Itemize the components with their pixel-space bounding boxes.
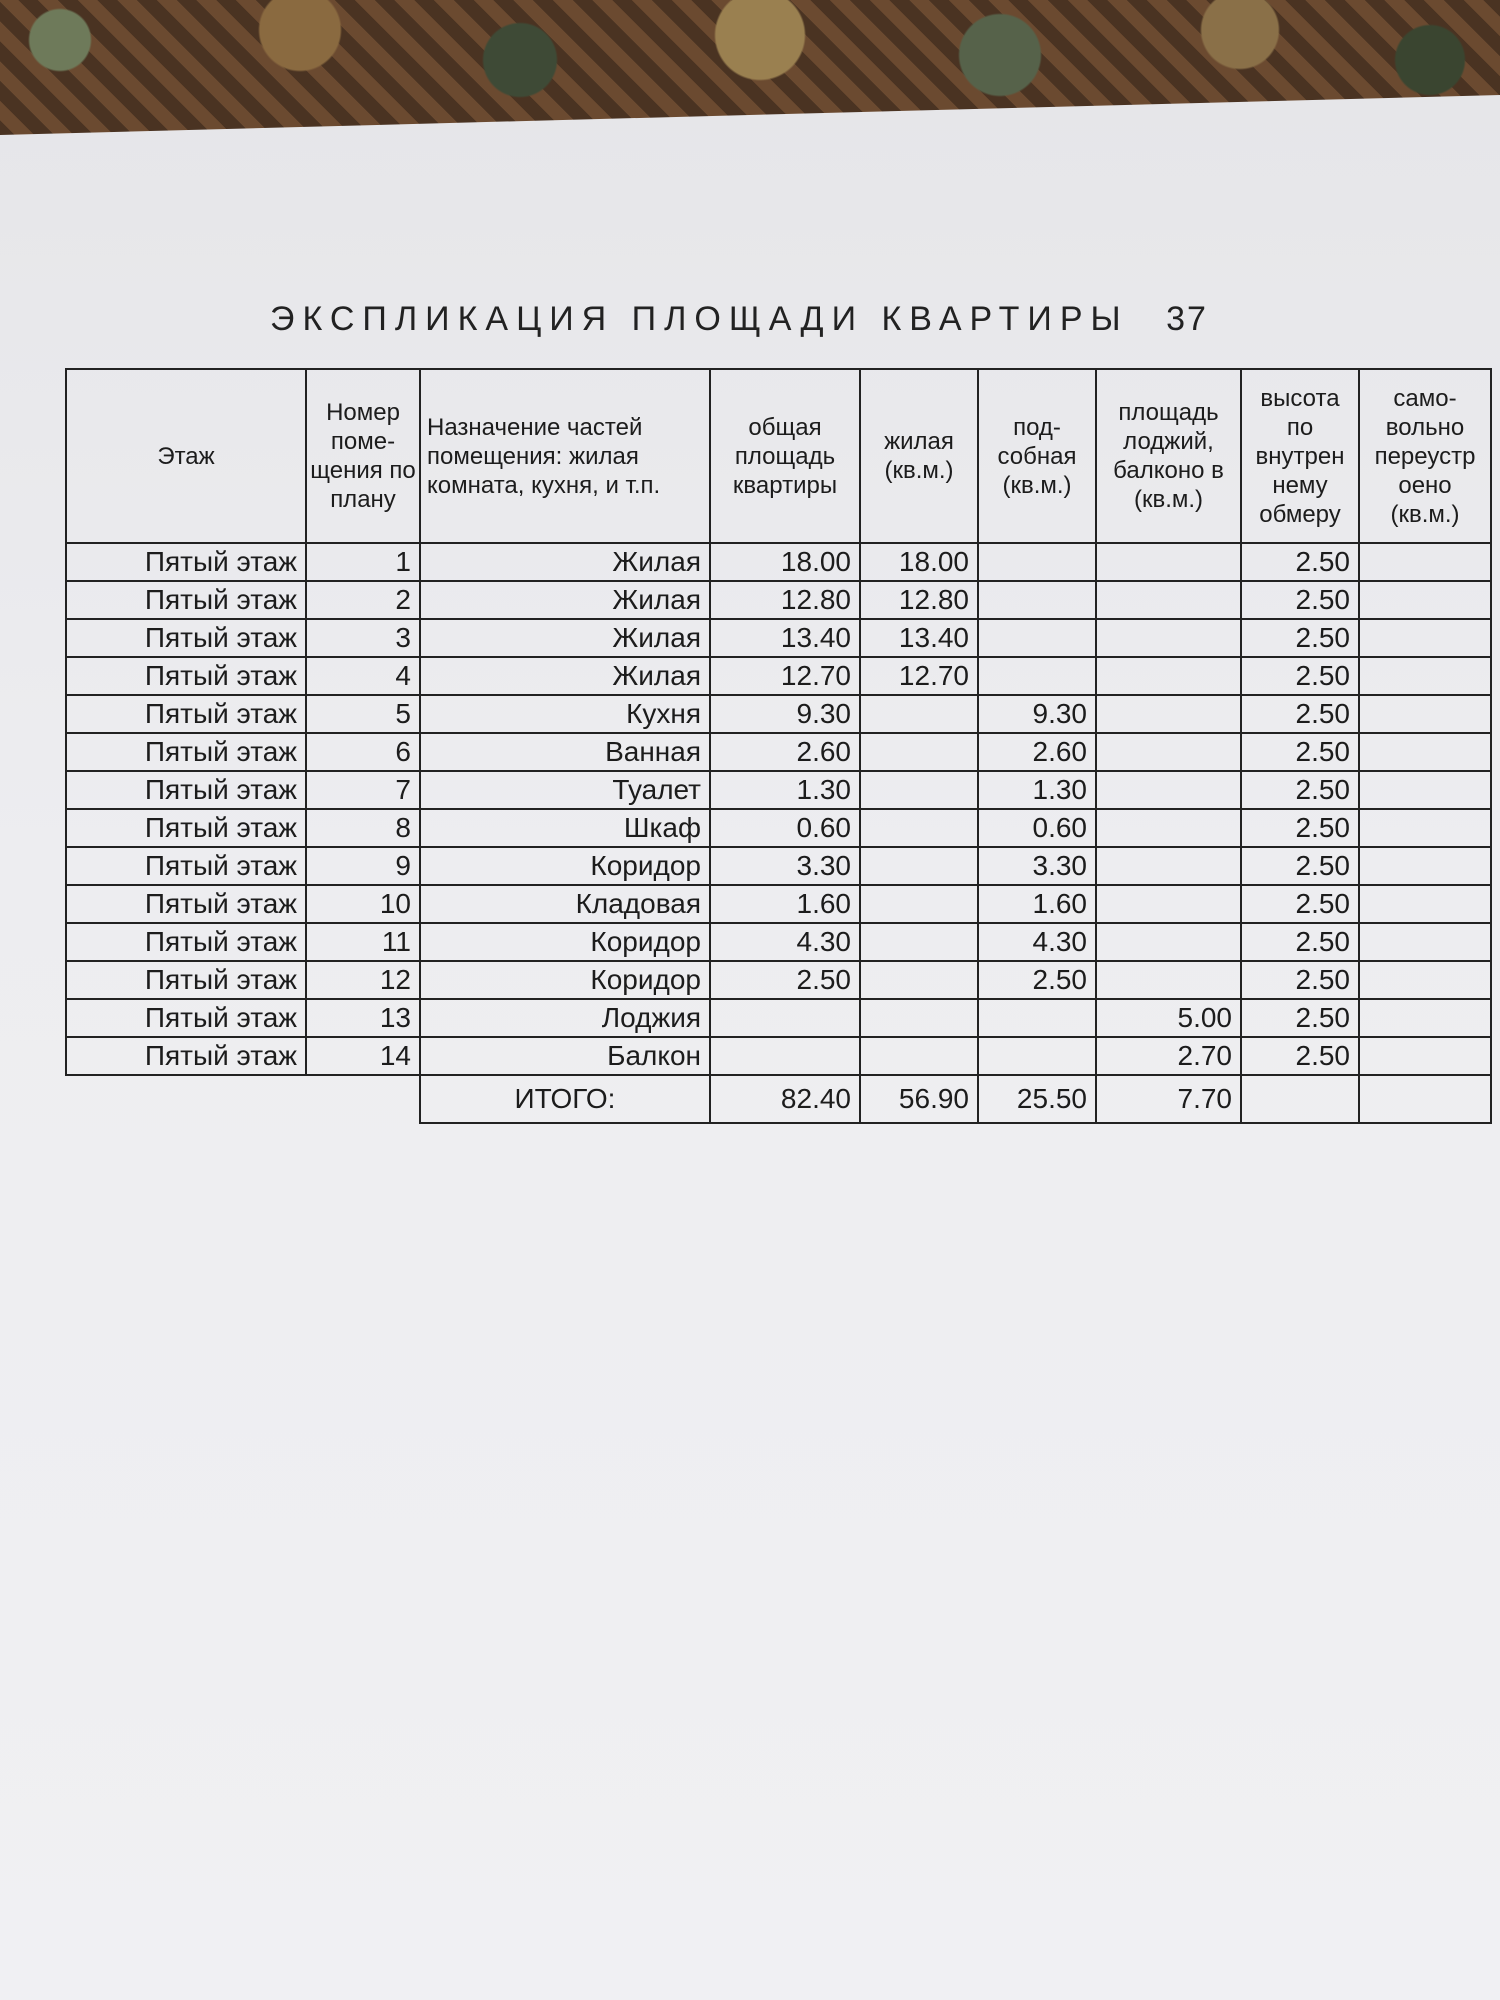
cell-loggia-area	[1096, 543, 1241, 581]
cell-loggia-area	[1096, 771, 1241, 809]
cell-room-number: 8	[306, 809, 420, 847]
cell-floor: Пятый этаж	[66, 581, 306, 619]
cell-loggia-area	[1096, 885, 1241, 923]
cell-living-area	[860, 923, 978, 961]
cell-unauthorized	[1359, 1037, 1491, 1075]
cell-floor: Пятый этаж	[66, 999, 306, 1037]
cell-auxiliary-area: 2.50	[978, 961, 1096, 999]
cell-auxiliary-area: 0.60	[978, 809, 1096, 847]
cell-living-area	[860, 961, 978, 999]
table-row	[66, 999, 1491, 1037]
totals-blank	[66, 1075, 306, 1123]
totals-label: ИТОГО:	[420, 1075, 710, 1123]
cell-total-area: 1.60	[710, 885, 860, 923]
cell-total-area: 0.60	[710, 809, 860, 847]
cell-room-number: 12	[306, 961, 420, 999]
cell-height: 2.50	[1241, 885, 1359, 923]
cell-total-area: 12.70	[710, 657, 860, 695]
cell-height: 2.50	[1241, 923, 1359, 961]
cell-living-area: 12.80	[860, 581, 978, 619]
header-height: высота по внутрен нему обмеру	[1241, 369, 1359, 543]
header-unauthorized: само-вольно переустр оено (кв.м.)	[1359, 369, 1491, 543]
cell-living-area	[860, 733, 978, 771]
table-row	[66, 885, 1491, 923]
header-auxiliary-area: под-собная (кв.м.)	[978, 369, 1096, 543]
cell-room-number: 3	[306, 619, 420, 657]
header-loggia-area: площадь лоджий, балконо в (кв.м.)	[1096, 369, 1241, 543]
table-row	[66, 961, 1491, 999]
table-row	[66, 733, 1491, 771]
totals-unauthorized	[1359, 1075, 1491, 1123]
cell-height: 2.50	[1241, 619, 1359, 657]
explication-table-wrapper	[65, 368, 1490, 1124]
table-row	[66, 543, 1491, 581]
cell-total-area: 4.30	[710, 923, 860, 961]
header-room-number: Номер поме-щения по плану	[306, 369, 420, 543]
cell-auxiliary-area	[978, 1037, 1096, 1075]
cell-room-number: 2	[306, 581, 420, 619]
cell-loggia-area	[1096, 733, 1241, 771]
cell-height: 2.50	[1241, 771, 1359, 809]
cell-room-number: 10	[306, 885, 420, 923]
cell-unauthorized	[1359, 581, 1491, 619]
cell-room-number: 5	[306, 695, 420, 733]
cell-room-number: 7	[306, 771, 420, 809]
header-total-area: общая площадь квартиры	[710, 369, 860, 543]
cell-height: 2.50	[1241, 657, 1359, 695]
table-row	[66, 809, 1491, 847]
totals-total-area: 82.40	[710, 1075, 860, 1123]
cell-room-number: 14	[306, 1037, 420, 1075]
cell-purpose: Шкаф	[420, 809, 710, 847]
cell-total-area: 9.30	[710, 695, 860, 733]
cell-purpose: Коридор	[420, 961, 710, 999]
cell-room-number: 13	[306, 999, 420, 1037]
cell-auxiliary-area: 4.30	[978, 923, 1096, 961]
cell-room-number: 9	[306, 847, 420, 885]
totals-auxiliary-area: 25.50	[978, 1075, 1096, 1123]
totals-height	[1241, 1075, 1359, 1123]
cell-total-area	[710, 999, 860, 1037]
table-row	[66, 771, 1491, 809]
cell-purpose: Ванная	[420, 733, 710, 771]
cell-height: 2.50	[1241, 733, 1359, 771]
table-row	[66, 581, 1491, 619]
cell-floor: Пятый этаж	[66, 657, 306, 695]
cell-auxiliary-area: 9.30	[978, 695, 1096, 733]
cell-loggia-area	[1096, 619, 1241, 657]
totals-blank	[306, 1075, 420, 1123]
cell-loggia-area	[1096, 961, 1241, 999]
apartment-number: 37	[1166, 300, 1208, 338]
table-row	[66, 1037, 1491, 1075]
cell-height: 2.50	[1241, 1037, 1359, 1075]
cell-unauthorized	[1359, 543, 1491, 581]
cell-purpose: Кухня	[420, 695, 710, 733]
document-title	[270, 300, 1270, 339]
title-text: ЭКСПЛИКАЦИЯ ПЛОЩАДИ КВАРТИРЫ	[270, 300, 1129, 338]
cell-floor: Пятый этаж	[66, 695, 306, 733]
cell-auxiliary-area: 3.30	[978, 847, 1096, 885]
cell-floor: Пятый этаж	[66, 847, 306, 885]
cell-auxiliary-area: 1.60	[978, 885, 1096, 923]
totals-living-area: 56.90	[860, 1075, 978, 1123]
cell-living-area	[860, 1037, 978, 1075]
cell-unauthorized	[1359, 923, 1491, 961]
cell-purpose: Жилая	[420, 619, 710, 657]
cell-floor: Пятый этаж	[66, 619, 306, 657]
cell-unauthorized	[1359, 999, 1491, 1037]
cell-purpose: Туалет	[420, 771, 710, 809]
cell-height: 2.50	[1241, 999, 1359, 1037]
cell-floor: Пятый этаж	[66, 733, 306, 771]
cell-purpose: Жилая	[420, 657, 710, 695]
cell-unauthorized	[1359, 771, 1491, 809]
cell-total-area: 13.40	[710, 619, 860, 657]
cell-unauthorized	[1359, 885, 1491, 923]
cell-living-area	[860, 771, 978, 809]
cell-floor: Пятый этаж	[66, 1037, 306, 1075]
cell-loggia-area: 2.70	[1096, 1037, 1241, 1075]
cell-total-area: 18.00	[710, 543, 860, 581]
cell-height: 2.50	[1241, 695, 1359, 733]
cell-unauthorized	[1359, 733, 1491, 771]
cell-height: 2.50	[1241, 961, 1359, 999]
cell-unauthorized	[1359, 847, 1491, 885]
cell-purpose: Коридор	[420, 923, 710, 961]
cell-living-area	[860, 695, 978, 733]
cell-room-number: 6	[306, 733, 420, 771]
cell-purpose: Кладовая	[420, 885, 710, 923]
cell-purpose: Балкон	[420, 1037, 710, 1075]
cell-floor: Пятый этаж	[66, 923, 306, 961]
cell-height: 2.50	[1241, 581, 1359, 619]
cell-room-number: 1	[306, 543, 420, 581]
totals-loggia-area: 7.70	[1096, 1075, 1241, 1123]
cell-living-area: 12.70	[860, 657, 978, 695]
table-row	[66, 923, 1491, 961]
cell-loggia-area	[1096, 847, 1241, 885]
cell-height: 2.50	[1241, 847, 1359, 885]
cell-floor: Пятый этаж	[66, 961, 306, 999]
cell-auxiliary-area: 1.30	[978, 771, 1096, 809]
cell-purpose: Коридор	[420, 847, 710, 885]
cell-loggia-area: 5.00	[1096, 999, 1241, 1037]
cell-auxiliary-area	[978, 999, 1096, 1037]
cell-total-area: 2.50	[710, 961, 860, 999]
cell-unauthorized	[1359, 657, 1491, 695]
cell-living-area: 13.40	[860, 619, 978, 657]
header-row	[66, 369, 1491, 543]
cell-unauthorized	[1359, 809, 1491, 847]
totals-row	[66, 1075, 1491, 1123]
table-row	[66, 695, 1491, 733]
cell-auxiliary-area	[978, 657, 1096, 695]
cell-purpose: Жилая	[420, 581, 710, 619]
cell-total-area: 1.30	[710, 771, 860, 809]
cell-floor: Пятый этаж	[66, 543, 306, 581]
cell-unauthorized	[1359, 619, 1491, 657]
table-row	[66, 847, 1491, 885]
cell-total-area: 3.30	[710, 847, 860, 885]
cell-living-area: 18.00	[860, 543, 978, 581]
table-row	[66, 619, 1491, 657]
header-purpose: Назначение частей помещения: жилая комната, кухня, и т.п.	[420, 369, 710, 543]
cell-loggia-area	[1096, 923, 1241, 961]
cell-auxiliary-area	[978, 581, 1096, 619]
cell-auxiliary-area	[978, 619, 1096, 657]
cell-room-number: 11	[306, 923, 420, 961]
cell-auxiliary-area: 2.60	[978, 733, 1096, 771]
cell-total-area: 2.60	[710, 733, 860, 771]
cell-purpose: Лоджия	[420, 999, 710, 1037]
header-living-area: жилая (кв.м.)	[860, 369, 978, 543]
cell-unauthorized	[1359, 695, 1491, 733]
cell-living-area	[860, 847, 978, 885]
cell-living-area	[860, 999, 978, 1037]
cell-height: 2.50	[1241, 543, 1359, 581]
cell-total-area	[710, 1037, 860, 1075]
cell-room-number: 4	[306, 657, 420, 695]
table-body	[66, 543, 1491, 1075]
cell-living-area	[860, 809, 978, 847]
cell-loggia-area	[1096, 581, 1241, 619]
cell-purpose: Жилая	[420, 543, 710, 581]
cell-loggia-area	[1096, 657, 1241, 695]
cell-total-area: 12.80	[710, 581, 860, 619]
table-row	[66, 657, 1491, 695]
cell-floor: Пятый этаж	[66, 771, 306, 809]
cell-floor: Пятый этаж	[66, 809, 306, 847]
cell-loggia-area	[1096, 809, 1241, 847]
cell-loggia-area	[1096, 695, 1241, 733]
cell-height: 2.50	[1241, 809, 1359, 847]
header-floor: Этаж	[66, 369, 306, 543]
cell-floor: Пятый этаж	[66, 885, 306, 923]
explication-table	[65, 368, 1492, 1124]
cell-unauthorized	[1359, 961, 1491, 999]
cell-auxiliary-area	[978, 543, 1096, 581]
cell-living-area	[860, 885, 978, 923]
